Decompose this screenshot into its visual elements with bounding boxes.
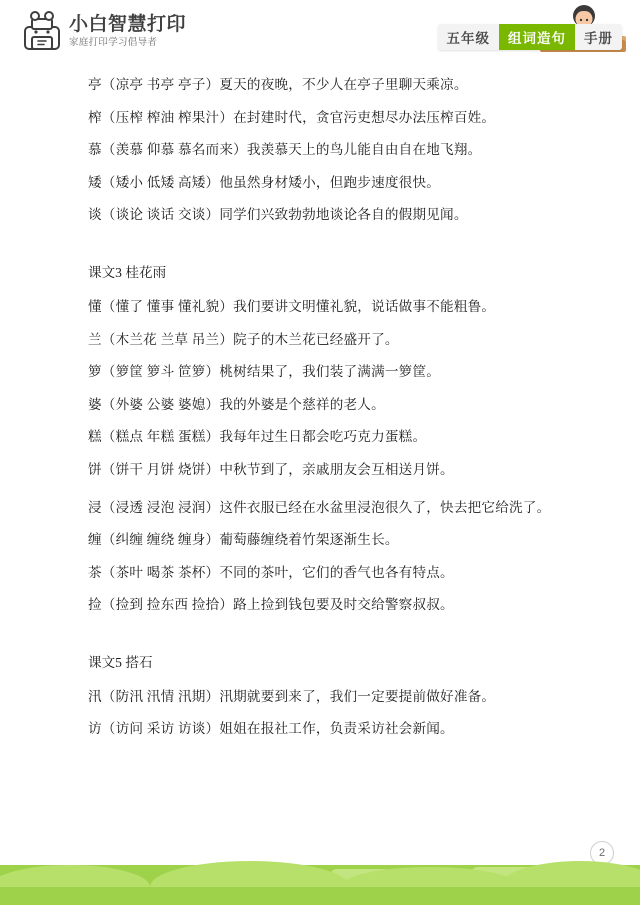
ribbon-grade: 五年级 (438, 24, 500, 50)
vocabulary-entry: 慕（羡慕 仰慕 慕名而来）我羡慕天上的鸟儿能自由自在地飞翔。 (88, 142, 482, 158)
page-number: 2 (590, 841, 614, 865)
vocabulary-entry: 矮（矮小 低矮 高矮）他虽然身材矮小，但跑步速度很快。 (88, 174, 441, 190)
vocabulary-entry: 兰（木兰花 兰草 吊兰）院子的木兰花已经盛开了。 (88, 331, 399, 347)
printer-bear-logo-icon (22, 10, 62, 54)
title-ribbon (438, 24, 623, 50)
vocabulary-entry: 浸（浸透 浸泡 浸润）这件衣服已经在水盆里浸泡很久了，快去把它给洗了。 (88, 499, 551, 515)
section-heading: 课文3 桂花雨 (88, 264, 167, 280)
vocabulary-entry: 亭（凉亭 书亭 亭子）夏天的夜晚，不少人在亭子里聊天乘凉。 (88, 77, 468, 92)
vocabulary-entry: 婆（外婆 公婆 婆媳）我的外婆是个慈祥的老人。 (88, 396, 385, 412)
hill-shape (0, 865, 150, 887)
vocabulary-entry: 捡（捡到 捡东西 捡拾）路上捡到钱包要及时交给警察叔叔。 (88, 597, 454, 613)
brand-text (69, 15, 186, 48)
page-footer (0, 847, 640, 905)
vocabulary-entry: 箩（箩筐 箩斗 笸箩）桃树结果了，我们装了满满一箩筐。 (88, 364, 441, 380)
brand-title: 小白智慧打印 (69, 14, 187, 36)
vocabulary-entry: 谈（谈论 谈话 交谈）同学们兴致勃勃地谈论各自的假期见闻。 (88, 207, 468, 223)
section-spacer (0, 241, 640, 261)
brand-block (22, 10, 186, 54)
ribbon-book: 手册 (575, 24, 622, 50)
hill-shape (500, 861, 640, 887)
footer-decoration-band (0, 865, 640, 905)
header-right (310, 0, 640, 72)
document-body (0, 78, 640, 858)
vocabulary-entry: 饼（饼干 月饼 烧饼）中秋节到了，亲戚朋友会互相送月饼。 (88, 461, 454, 477)
section-spacer (0, 631, 640, 651)
ribbon-main-title: 组词造句 (499, 24, 575, 50)
hill-shape (150, 861, 350, 887)
vocabulary-entry: 访（访问 采访 访谈）姐姐在报社工作，负责采访社会新闻。 (88, 721, 454, 737)
vocabulary-entry: 糕（糕点 年糕 蛋糕）我每年过生日都会吃巧克力蛋糕。 (88, 429, 427, 445)
vocabulary-entry: 茶（茶叶 喝茶 茶杯）不同的茶叶，它们的香气也各有特点。 (88, 564, 454, 580)
section-heading: 课文5 搭石 (88, 654, 153, 670)
page-header (0, 0, 640, 72)
vocabulary-entry: 榨（压榨 榨油 榨果汁）在封建时代，贪官污吏想尽办法压榨百姓。 (88, 109, 496, 125)
vocabulary-entry: 缠（纠缠 缠绕 缠身）葡萄藤缠绕着竹架逐渐生长。 (88, 531, 399, 547)
vocabulary-entry: 懂（懂了 懂事 懂礼貌）我们要讲文明懂礼貌，说话做事不能粗鲁。 (88, 298, 496, 314)
brand-subtitle: 家庭打印学习倡导者 (69, 37, 158, 49)
vocabulary-entry: 汛（防汛 汛情 汛期）汛期就要到来了，我们一定要提前做好准备。 (88, 688, 496, 704)
